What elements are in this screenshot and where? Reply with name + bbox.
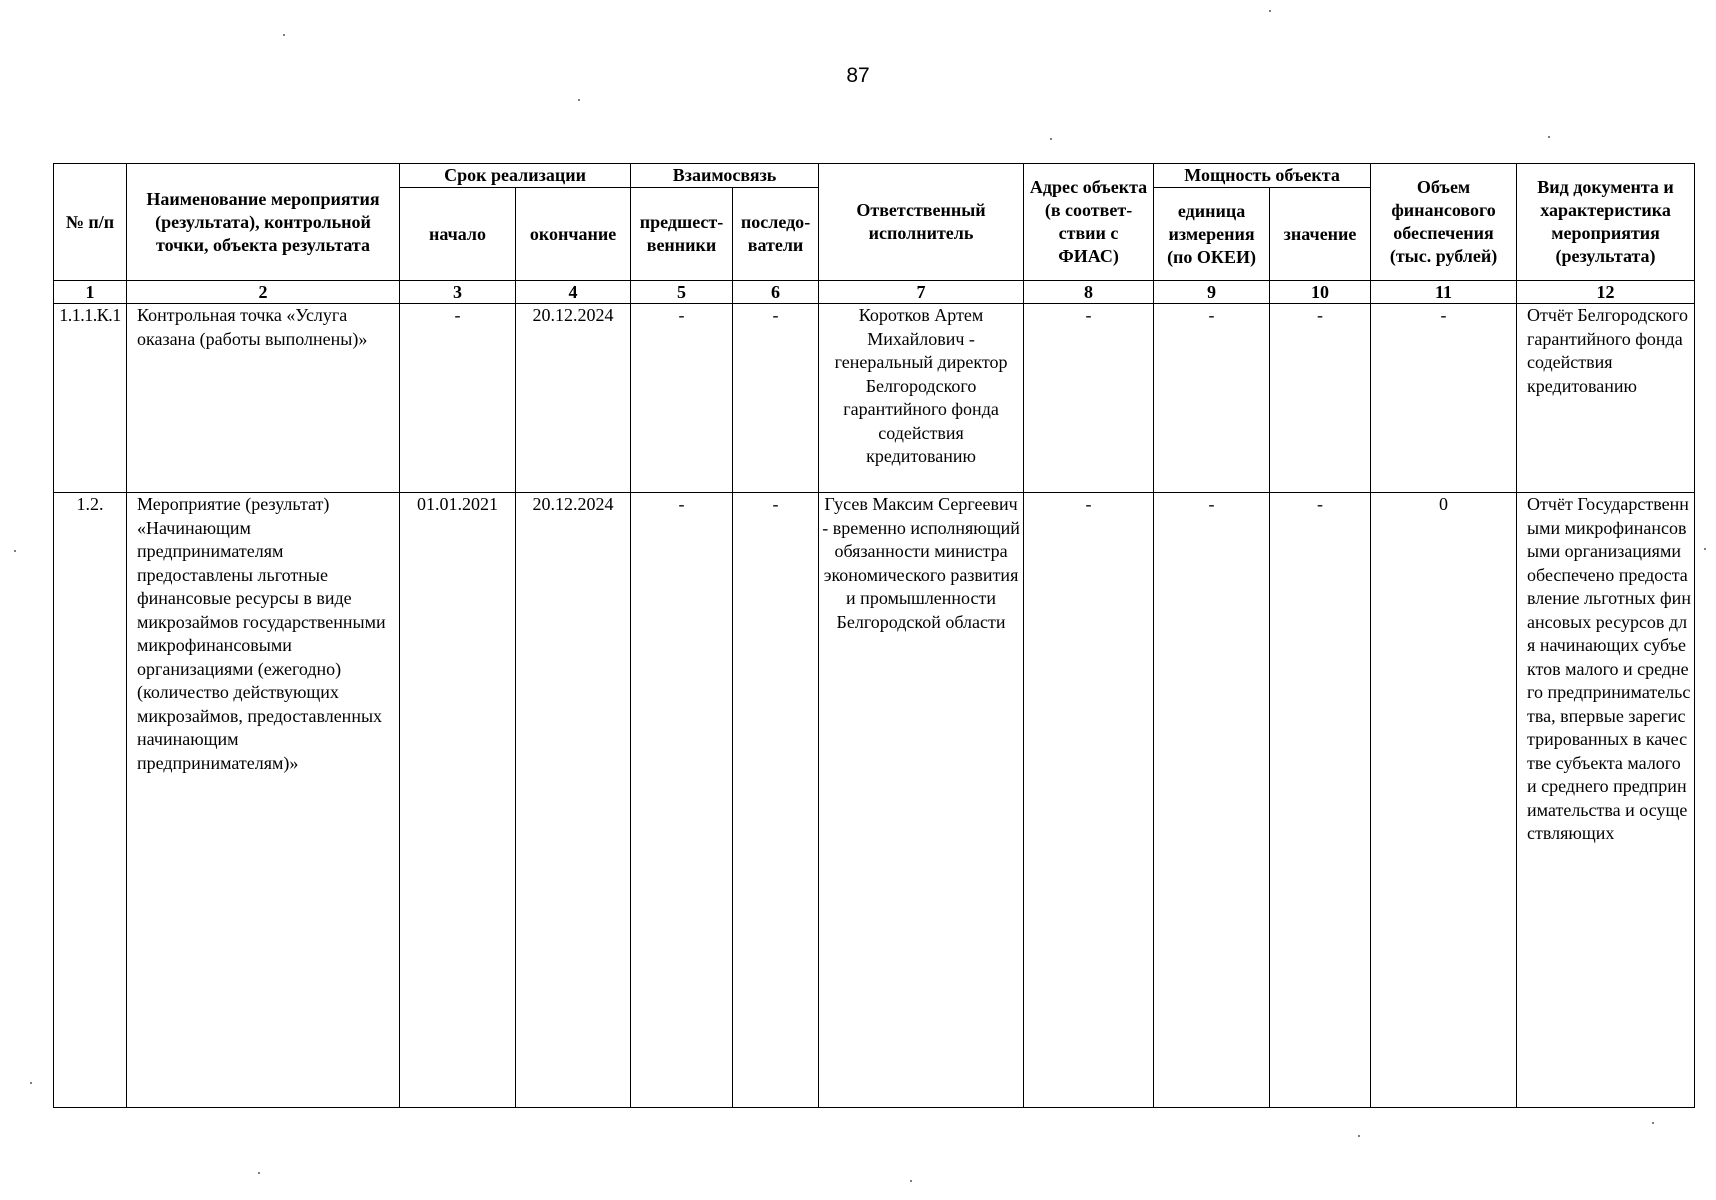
header-power-group: Мощность объекта xyxy=(1154,164,1371,188)
row-end: 20.12.2024 xyxy=(516,493,631,1108)
scan-speck xyxy=(30,1082,32,1084)
row-value: - xyxy=(1270,493,1371,1108)
header-term-end: окончание xyxy=(516,188,631,281)
row-name: Мероприятие (результат) «Начинающим предпринимателям предоставлены льготные финансовые ресурсы в виде микрозаймов государственными микрофинансовыми организациями (ежегодно) (количество действующих микрозаймов, предоставленных начинающим предпринимателям)» xyxy=(127,493,400,1108)
row-num: 1.1.1.К.1 xyxy=(54,304,127,493)
activity-plan-table xyxy=(53,163,1695,1108)
row-value: - xyxy=(1270,304,1371,493)
row-finance: - xyxy=(1371,304,1517,493)
row-doc: Отчёт Государственными микрофинансовыми организациями обеспечено предоставление льготных финансовых ресурсов для начинающих субъектов малого и среднего предпринимательства, впервые зарегистрированных в качестве субъекта малого и среднего предпринимательства и осуществляющих xyxy=(1517,493,1695,1108)
scan-speck xyxy=(1704,548,1706,550)
row-pred: - xyxy=(631,304,733,493)
column-number: 10 xyxy=(1270,281,1371,304)
table-row xyxy=(54,493,1695,1108)
scan-speck xyxy=(578,99,580,101)
header-link-succ: последователи xyxy=(733,188,819,281)
row-start: - xyxy=(400,304,516,493)
header-responsible: Ответственный исполнитель xyxy=(819,164,1024,281)
header-num: № п/п xyxy=(54,164,127,281)
column-number: 3 xyxy=(400,281,516,304)
header-power-unit: единица измерения (по ОКЕИ) xyxy=(1154,188,1270,281)
column-number: 11 xyxy=(1371,281,1517,304)
row-address: - xyxy=(1024,493,1154,1108)
row-num: 1.2. xyxy=(54,493,127,1108)
table-row xyxy=(54,304,1695,493)
page-number: 87 xyxy=(846,64,870,87)
row-succ: - xyxy=(733,304,819,493)
row-responsible: Коротков Артем Михайлович - генеральный директор Белгородского гарантийного фонда содействия кредитованию xyxy=(819,304,1024,493)
row-unit: - xyxy=(1154,304,1270,493)
row-start: 01.01.2021 xyxy=(400,493,516,1108)
header-link-pred: предшественники xyxy=(631,188,733,281)
header-doc: Вид документа и характеристика мероприятия (результата) xyxy=(1517,164,1695,281)
column-number: 12 xyxy=(1517,281,1695,304)
scan-speck xyxy=(1050,138,1052,140)
row-pred: - xyxy=(631,493,733,1108)
scan-speck xyxy=(1652,1122,1654,1124)
column-number: 8 xyxy=(1024,281,1154,304)
scan-speck xyxy=(1358,1135,1360,1137)
header-term-start: начало xyxy=(400,188,516,281)
column-number: 9 xyxy=(1154,281,1270,304)
row-unit: - xyxy=(1154,493,1270,1108)
scan-speck xyxy=(1269,10,1271,12)
column-number: 6 xyxy=(733,281,819,304)
column-number: 2 xyxy=(127,281,400,304)
column-number: 4 xyxy=(516,281,631,304)
row-responsible: Гусев Максим Сергеевич - временно исполняющий обязанности министра экономического развития и промышленности Белгородской области xyxy=(819,493,1024,1108)
row-address: - xyxy=(1024,304,1154,493)
scan-speck xyxy=(14,550,16,552)
column-number: 7 xyxy=(819,281,1024,304)
column-number: 1 xyxy=(54,281,127,304)
row-end: 20.12.2024 xyxy=(516,304,631,493)
header-name: Наименование мероприятия (результата), контрольной точки, объекта результата xyxy=(127,164,400,281)
row-succ: - xyxy=(733,493,819,1108)
header-address: Адрес объекта (в соответствии с ФИАС) xyxy=(1024,164,1154,281)
scan-speck xyxy=(258,1172,260,1174)
row-name: Контрольная точка «Услуга оказана (работы выполнены)» xyxy=(127,304,400,493)
scan-speck xyxy=(910,1180,912,1182)
scan-speck xyxy=(1548,136,1550,138)
header-term-group: Срок реализации xyxy=(400,164,631,188)
column-number: 5 xyxy=(631,281,733,304)
row-doc: Отчёт Белгородского гарантийного фонда содействия кредитованию xyxy=(1517,304,1695,493)
header-link-group: Взаимосвязь xyxy=(631,164,819,188)
header-power-value: значение xyxy=(1270,188,1371,281)
scan-speck xyxy=(283,34,285,36)
header-finance: Объем финансового обеспечения (тыс. рублей) xyxy=(1371,164,1517,281)
row-finance: 0 xyxy=(1371,493,1517,1108)
